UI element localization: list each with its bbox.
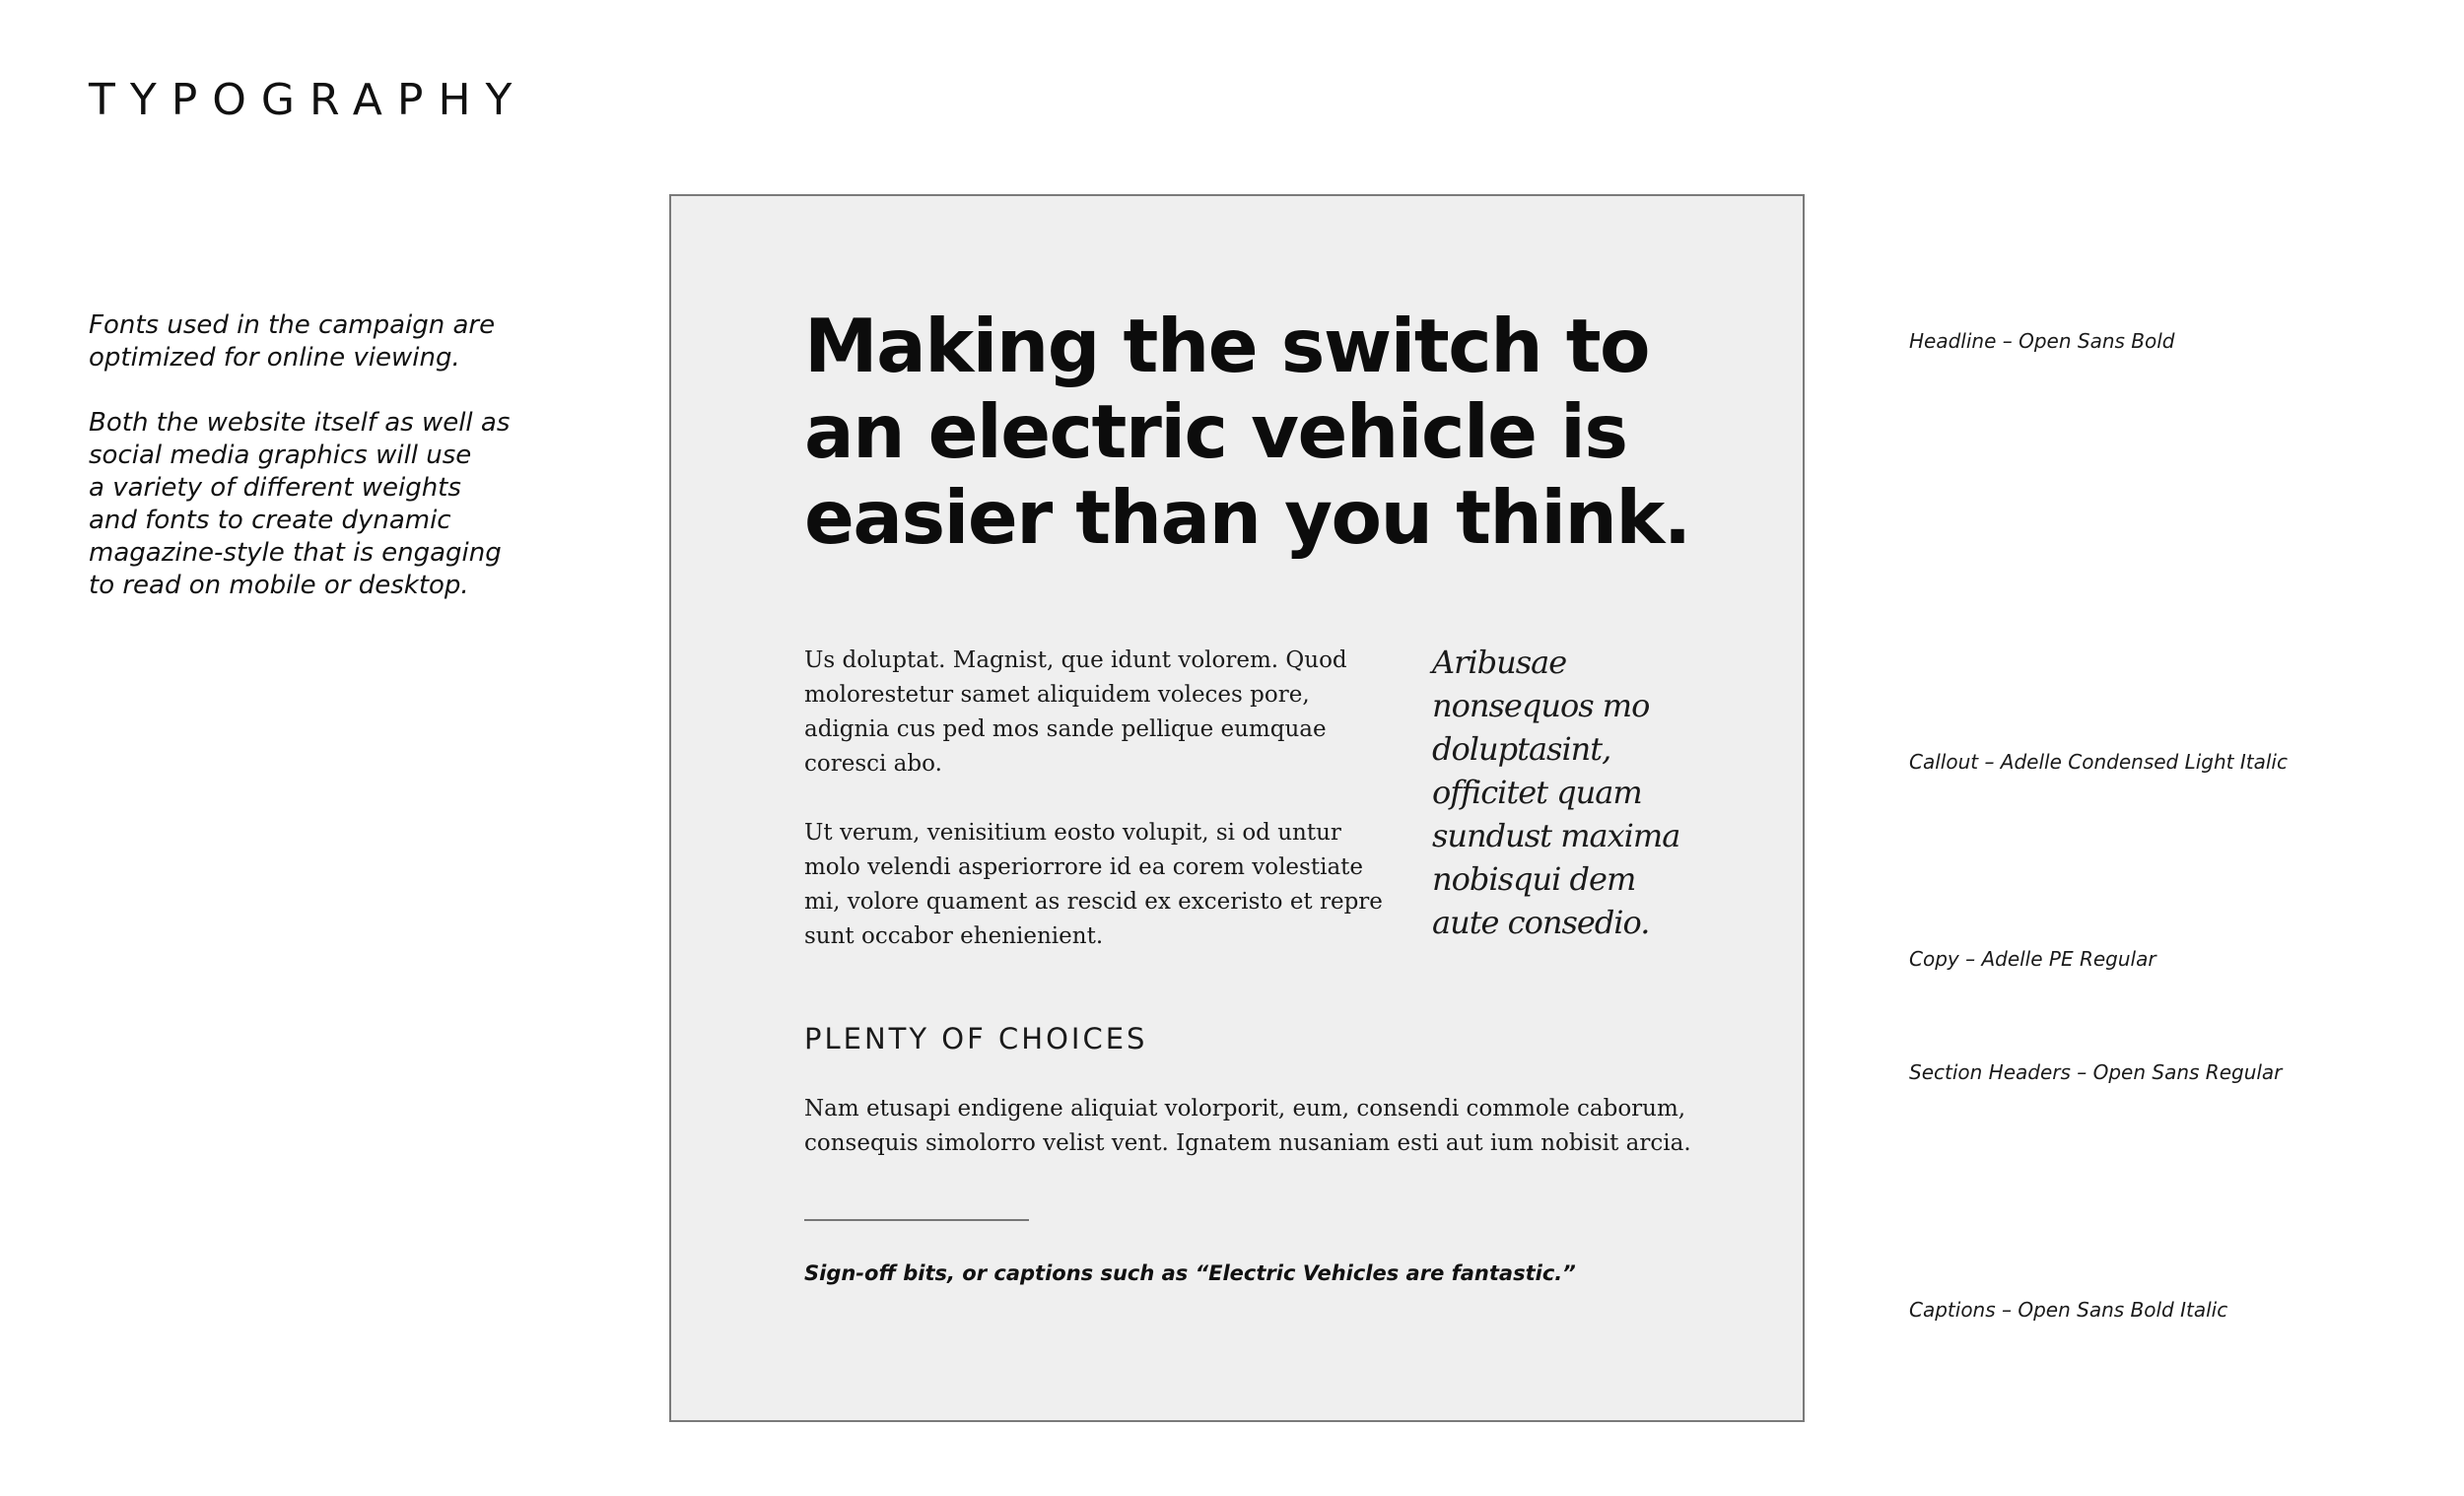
sample-section-header: PLENTY OF CHOICES: [804, 1022, 1148, 1055]
spec-label-copy: Copy – Adelle PE Regular: [1909, 947, 2156, 971]
spec-label-callout: Callout – Adelle Condensed Light Italic: [1909, 750, 2288, 774]
intro-paragraph: Fonts used in the campaign are optimized for online viewing.: [89, 310, 496, 373]
intro-text: [89, 309, 552, 635]
page-title: TYPOGRAPHY: [89, 75, 527, 125]
caption-divider: [804, 1219, 1029, 1221]
sample-callout: Aribusae nonsequos mo doluptasint, officitet quam sundust maxima nobisqui dem aute consedio.: [1432, 644, 1680, 941]
spec-label-captions: Captions – Open Sans Bold Italic: [1909, 1298, 2228, 1322]
sample-caption: Sign-off bits, or captions such as “Electric Vehicles are fantastic.”: [804, 1261, 1576, 1285]
spec-label-section-headers: Section Headers – Open Sans Regular: [1909, 1060, 2283, 1084]
sample-copy-paragraph: Us doluptat. Magnist, que idunt volorem. Quod molorestetur samet aliquidem voleces pore, adignia cus ped mos sande pellique eumquae coresci abo.: [804, 647, 1347, 777]
sample-headline: Making the switch to an electric vehicle is easier than you think.: [804, 303, 1690, 561]
sample-section-copy: Nam etusapi endigene aliquiat volorporit, eum, consendi commole caborum, consequis simolorro velist vent. Ignatem nusaniam esti aut ium nobisit arcia.: [804, 1096, 1691, 1156]
sample-copy-paragraph: Ut verum, venisitium eosto volupit, si od untur molo velendi asperiorrore id ea corem volestiate mi, volore quament as rescid ex exceristo et repre sunt occabor ehenienient.: [804, 820, 1383, 949]
intro-paragraph: Both the website itself as well as social media graphics will use a variety of different weights and fonts to create dynamic magazine-style that is engaging to read on mobile or desktop.: [89, 408, 511, 600]
spec-label-headline: Headline – Open Sans Bold: [1909, 329, 2175, 353]
